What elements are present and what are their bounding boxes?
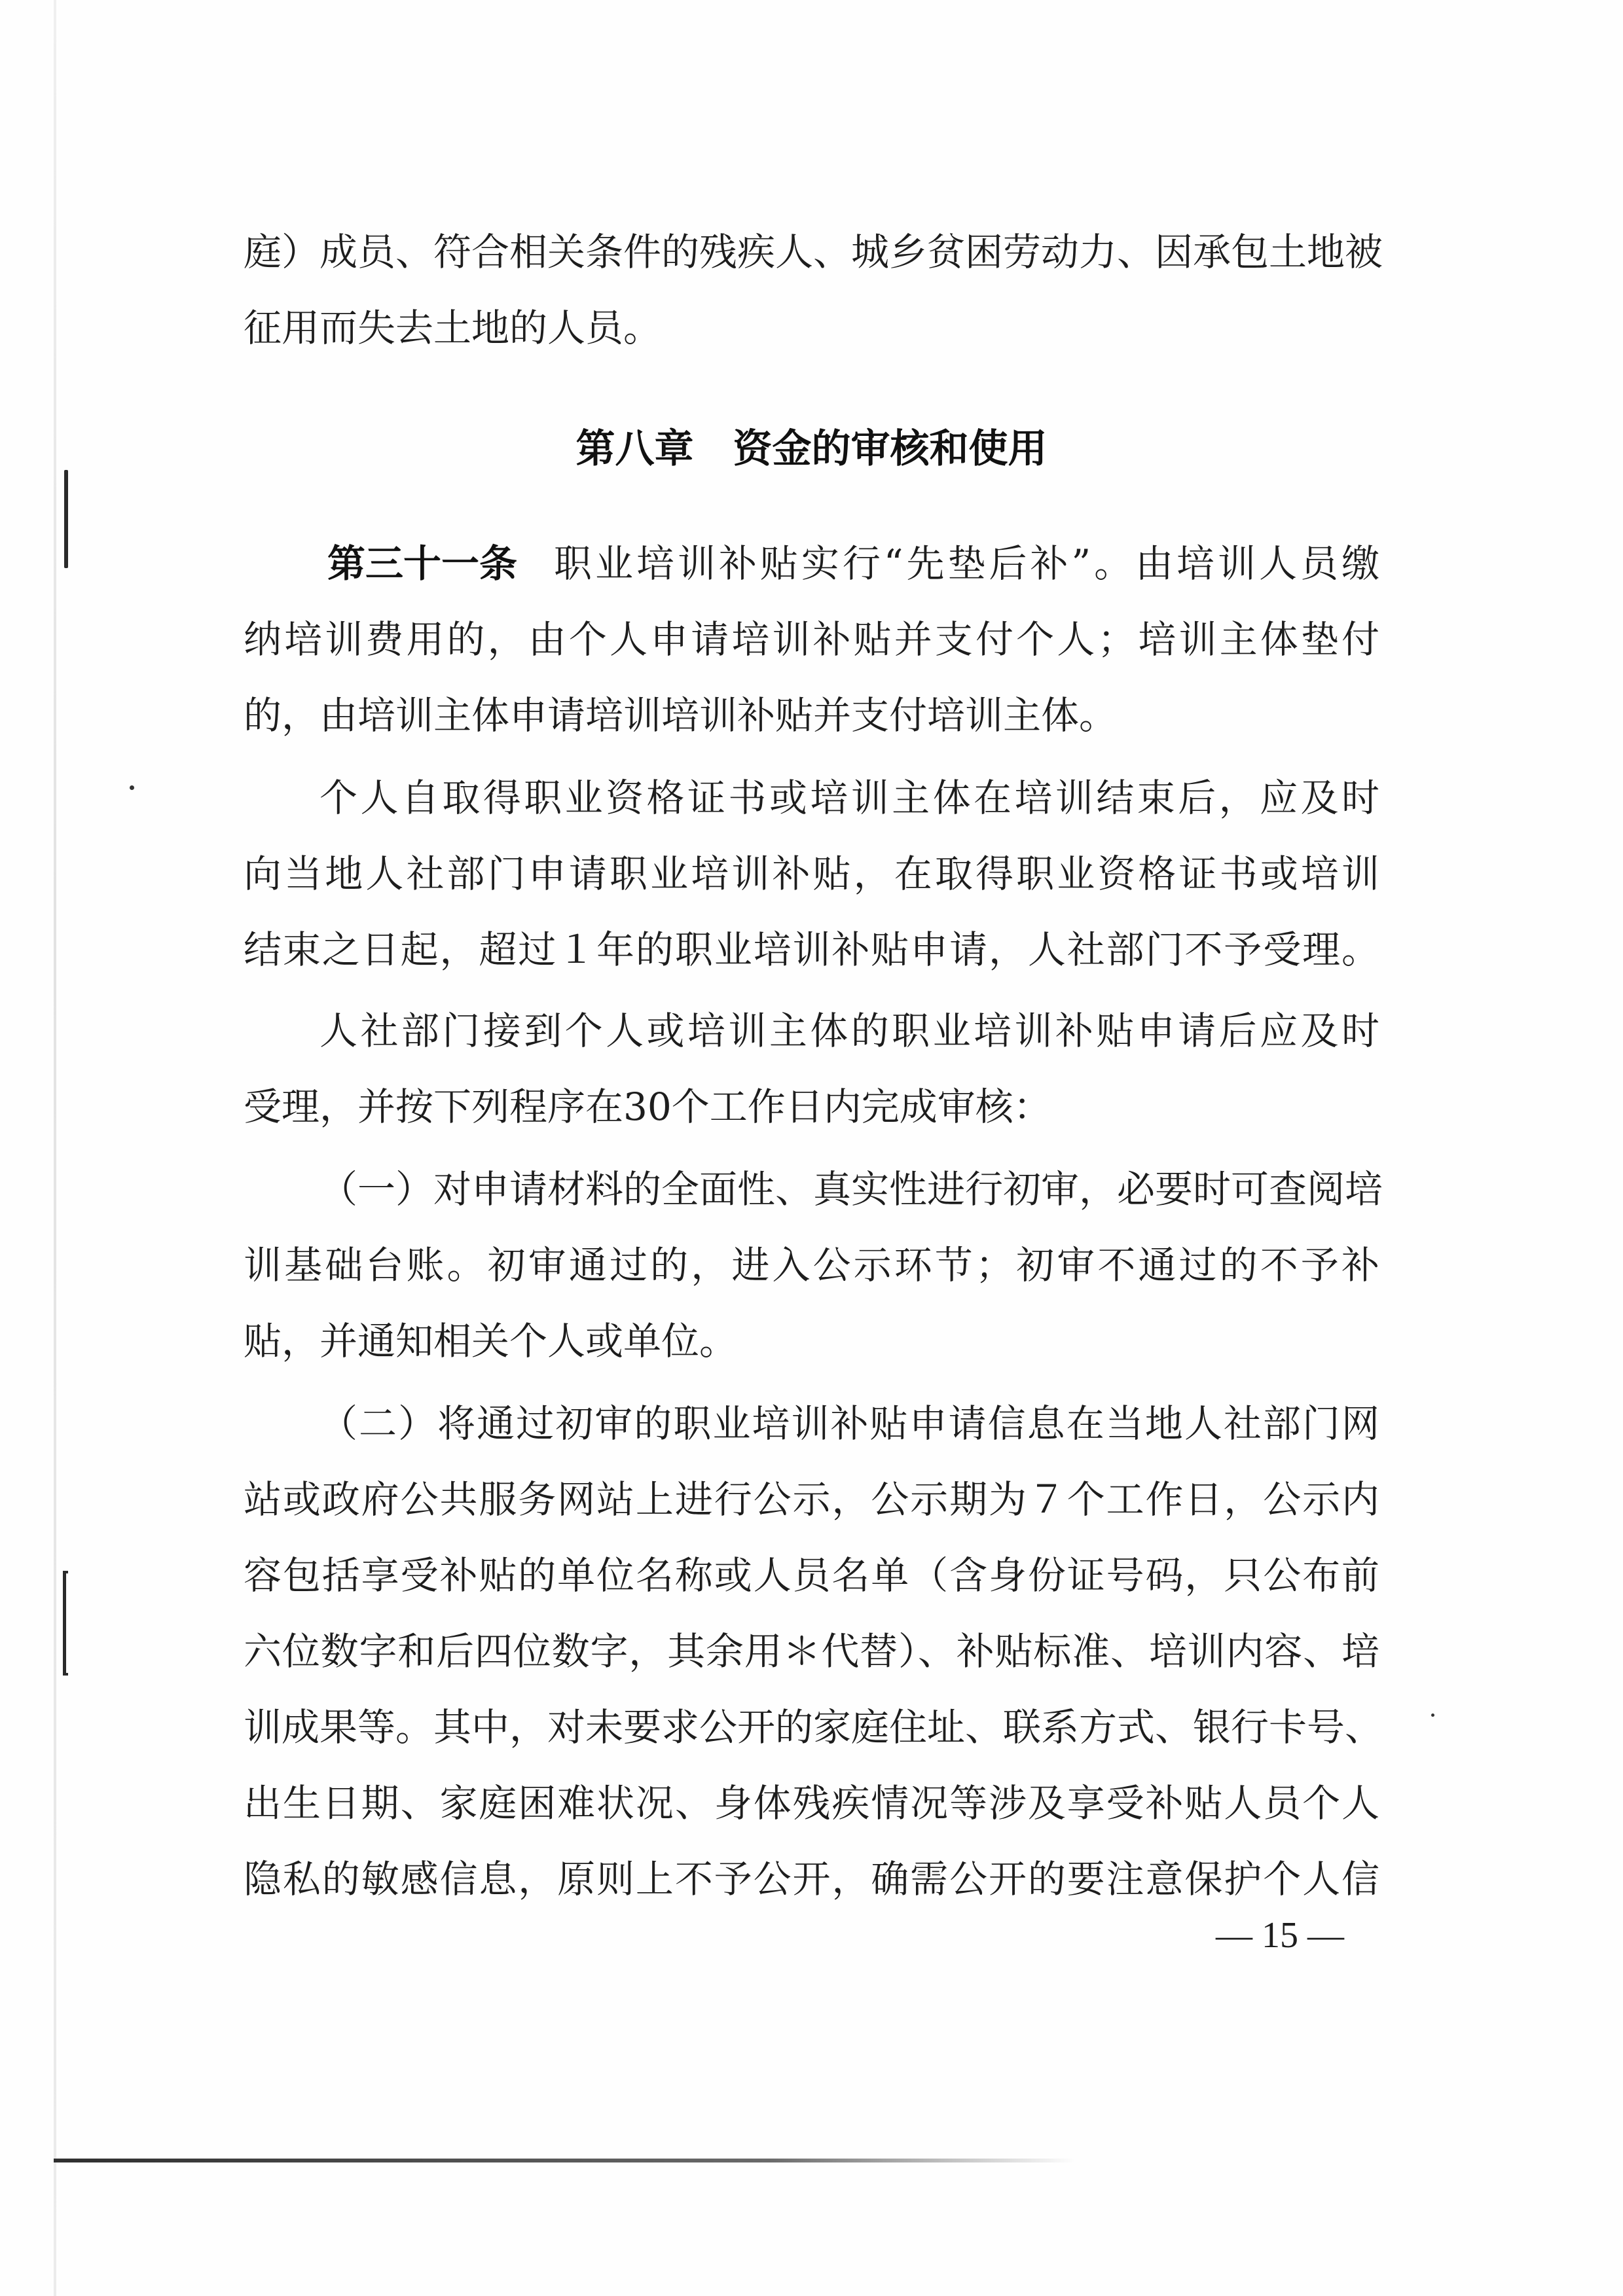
binding-mark bbox=[64, 470, 68, 568]
text-line: 庭）成员、符合相关条件的残疾人、城乡贫困劳动力、因承包土地被 bbox=[244, 230, 1383, 274]
binding-mark bbox=[63, 1571, 68, 1676]
text-line: （二）将通过初审的职业培训补贴申请信息在当地人社部门网 bbox=[319, 1401, 1379, 1446]
text-line: 训成果等。其中，对未要求公开的家庭住址、联系方式、银行卡号、 bbox=[244, 1705, 1383, 1749]
text-line: 职业培训补贴实行“先垫后补”。由培训人员缴 bbox=[554, 541, 1379, 586]
text-line: 征用而失去土地的人员。 bbox=[244, 306, 662, 350]
text-line: 纳培训费用的，由个人申请培训补贴并支付个人；培训主体垫付 bbox=[244, 617, 1379, 662]
text-line: 人社部门接到个人或培训主体的职业培训补贴申请后应及时 bbox=[319, 1009, 1379, 1053]
text-line: 个人自取得职业资格证书或培训主体在培训结束后，应及时 bbox=[319, 776, 1379, 820]
text-line: 受理，并按下列程序在30个工作日内完成审核： bbox=[244, 1085, 1051, 1129]
text-line: 容包括享受补贴的单位名称或人员名单（含身份证号码，只公布前 bbox=[244, 1553, 1379, 1598]
scan-left-edge bbox=[54, 0, 56, 2296]
scan-speck bbox=[1431, 1713, 1434, 1717]
text-line: 贴，并通知相关个人或单位。 bbox=[244, 1319, 738, 1363]
scan-bottom-edge bbox=[54, 2159, 1075, 2162]
text-line: 隐私的敏感信息，原则上不予公开，确需公开的要注意保护个人信 bbox=[244, 1857, 1379, 1901]
page-number: — 15 — bbox=[1216, 1915, 1344, 1956]
text-line: 站或政府公共服务网站上进行公示，公示期为７个工作日，公示内 bbox=[244, 1477, 1379, 1522]
text-line: 六位数字和后四位数字，其余用＊代替）、补贴标准、培训内容、培 bbox=[244, 1629, 1379, 1674]
article-label: 第三十一条 bbox=[327, 541, 518, 586]
text-line: 训基础台账。初审通过的，进入公示环节；初审不通过的不予补 bbox=[244, 1243, 1379, 1287]
text-line: 结束之日起，超过１年的职业培训补贴申请，人社部门不予受理。 bbox=[244, 927, 1379, 972]
text-line: （一）对申请材料的全面性、真实性进行初审，必要时可查阅培 bbox=[319, 1167, 1383, 1211]
chapter-heading: 第八章 资金的审核和使用 bbox=[575, 426, 1048, 472]
article-first-line bbox=[327, 541, 1379, 586]
scan-speck bbox=[130, 785, 134, 790]
text-line: 的，由培训主体申请培训培训补贴并支付培训主体。 bbox=[244, 693, 1118, 738]
text-line: 出生日期、家庭困难状况、身体残疾情况等涉及享受补贴人员个人 bbox=[244, 1781, 1379, 1825]
text-line: 向当地人社部门申请职业培训补贴，在取得职业资格证书或培训 bbox=[244, 852, 1379, 896]
